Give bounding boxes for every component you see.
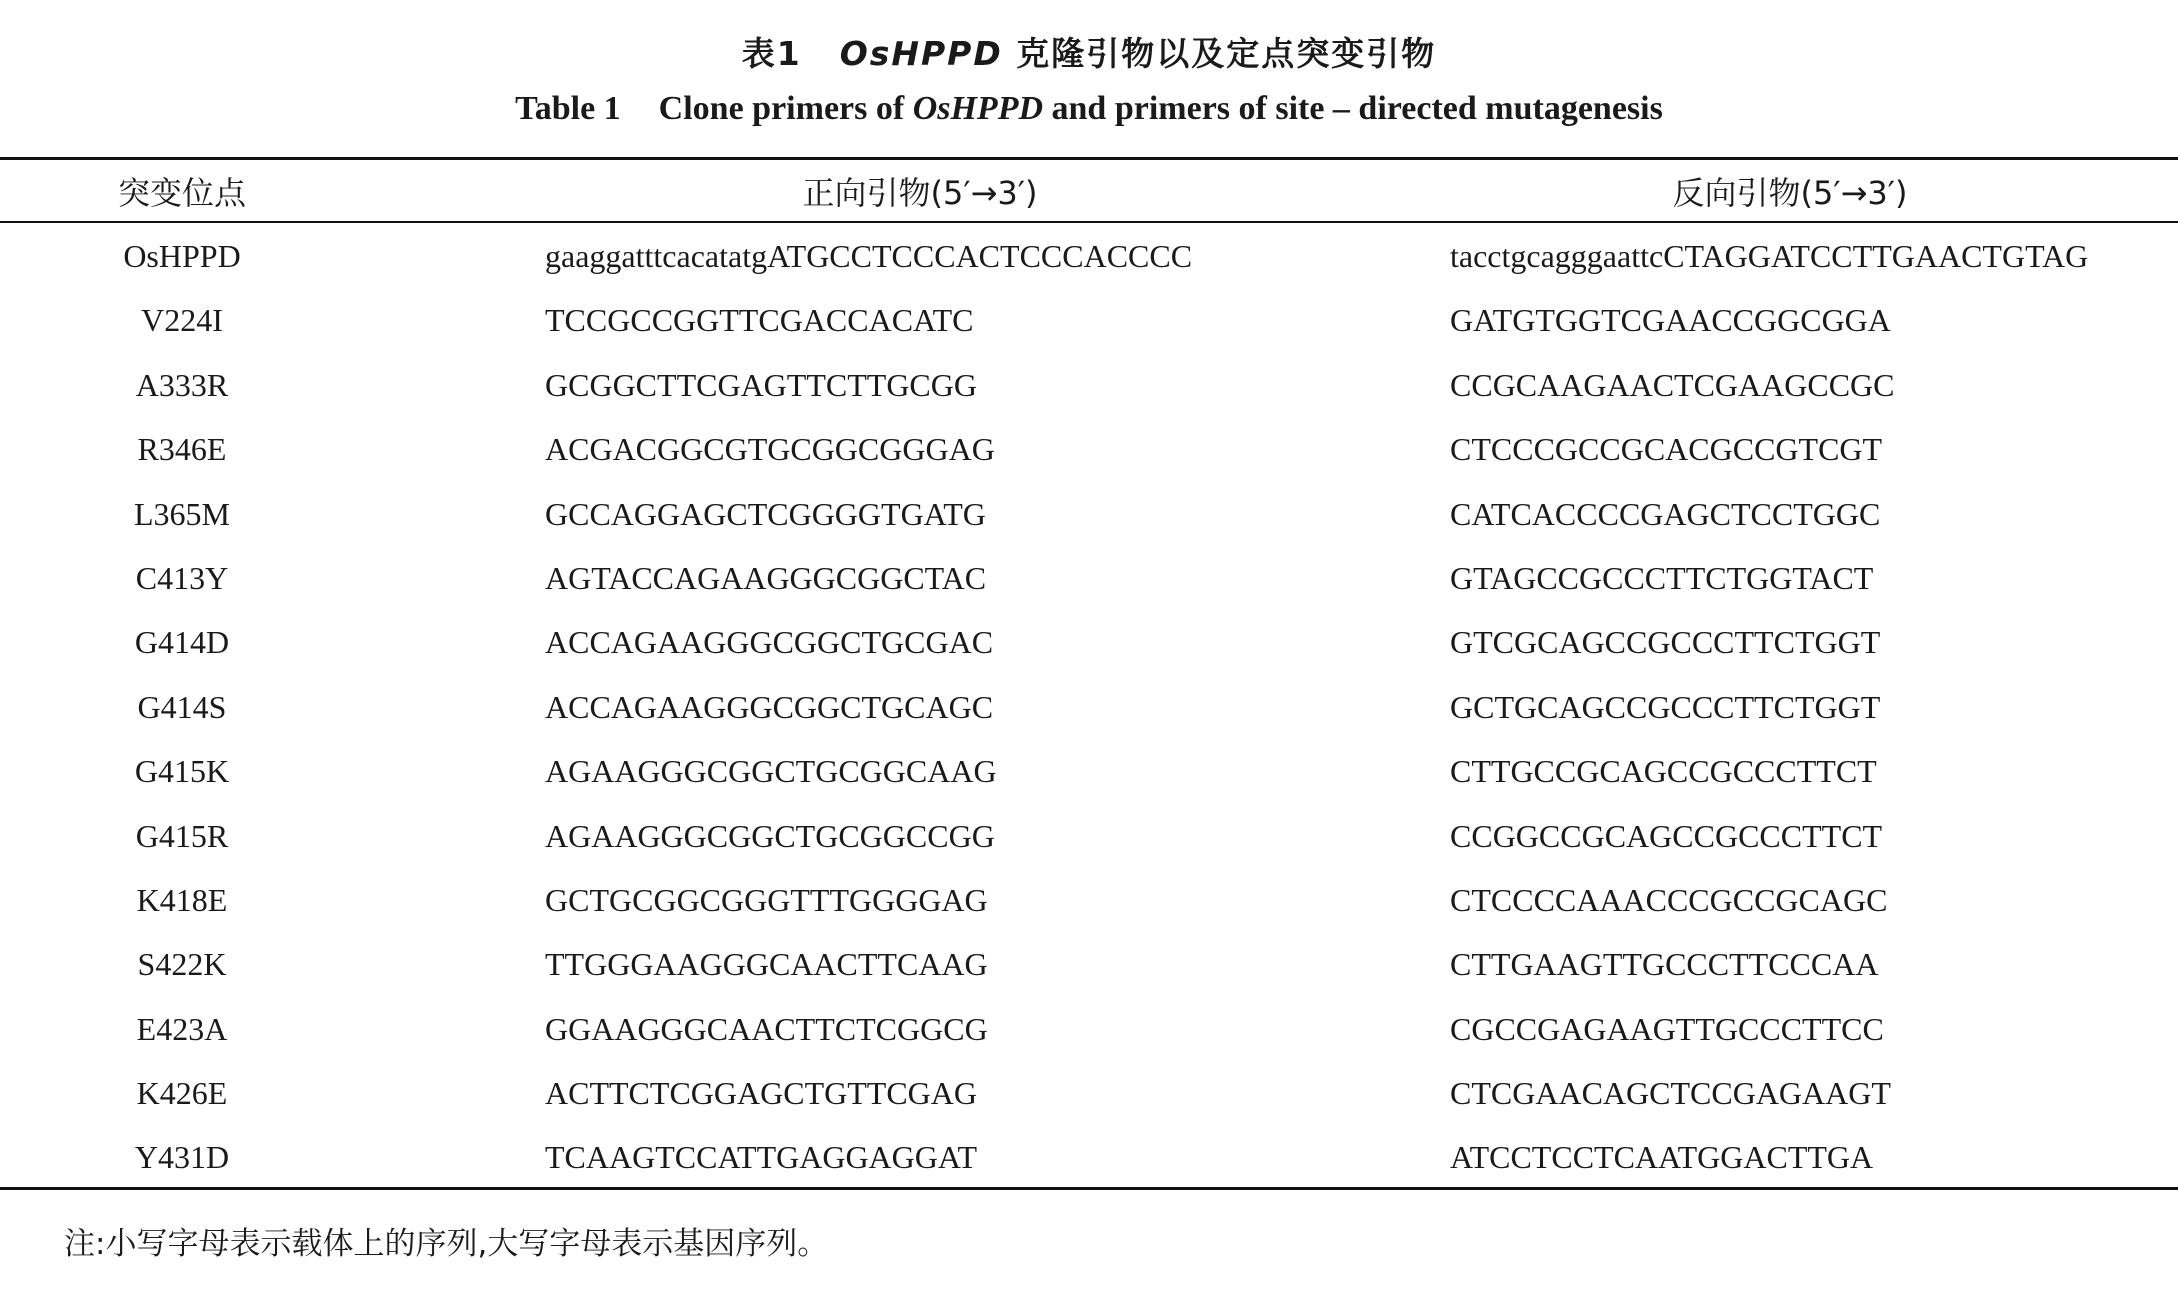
- caption-en-gene: OsHPPD: [912, 90, 1044, 127]
- forward-primer-cell: GGAAGGGCAACTTCTCGGCG: [545, 1010, 988, 1047]
- forward-primer-cell: TCCGCCGGTTCGACCACATC: [545, 302, 974, 339]
- reverse-primer-cell: CCGCAAGAACTCGAAGCCGC: [1450, 366, 1895, 403]
- caption-cn-suffix: 克隆引物以及定点突变引物: [1016, 34, 1437, 73]
- table-row: [0, 492, 2178, 556]
- caption-cn-gene: OsHPPD: [839, 34, 1003, 73]
- mutation-site-cell: R346E: [137, 431, 227, 468]
- mutation-site-cell: C413Y: [135, 559, 229, 596]
- table-row: [0, 620, 2178, 684]
- reverse-primer-cell: GTCGCAGCCGCCCTTCTGGT: [1450, 624, 1881, 661]
- mutation-site-cell: L365M: [134, 495, 230, 532]
- table-row: [0, 878, 2178, 942]
- forward-primer-cell: AGTACCAGAAGGGCGGCTAC: [545, 559, 987, 596]
- mutation-site-cell: OsHPPD: [123, 238, 241, 274]
- reverse-primer-cell: CGCCGAGAAGTTGCCCTTCC: [1450, 1010, 1884, 1047]
- table-row: [0, 749, 2178, 813]
- forward-primer-cell: TCAAGTCCATTGAGGAGGAT: [545, 1139, 977, 1176]
- reverse-primer-cell: CCGGCCGCAGCCGCCCTTCT: [1450, 817, 1883, 854]
- forward-primer-cell: AGAAGGGCGGCTGCGGCCGG: [545, 817, 995, 854]
- forward-primer-cell: ACGACGGCGTGCGGCGGGAG: [545, 431, 995, 468]
- mutation-site-cell: G414D: [134, 624, 230, 661]
- mutation-site-cell: S422K: [137, 946, 227, 983]
- mutation-site-cell: K418E: [136, 881, 228, 918]
- primer-table-body: [0, 234, 2178, 1200]
- reverse-primer-cell: CTCCCGCCGCACGCCGTCGT: [1450, 431, 1883, 468]
- table-row: [0, 234, 2178, 298]
- mutation-site-cell: A333R: [135, 366, 229, 403]
- table-bottom-rule: [0, 1187, 2178, 1190]
- table-caption-en: [0, 90, 2178, 128]
- reverse-primer-cell: CTCCCCAAACCCGCCGCAGC: [1450, 881, 1888, 918]
- table-row: [0, 1007, 2178, 1071]
- reverse-primer-cell: tacctgcagggaattcCTAGGATCCTTGAACTGTAG: [1450, 238, 2089, 274]
- header-reverse-primer: 反向引物(5′→3′): [1672, 174, 1908, 212]
- table-row: [0, 942, 2178, 1006]
- forward-primer-cell: gaaggatttcacatatgATGCCTCCCACTCCCACCCC: [545, 238, 1193, 274]
- caption-en-prefix: Table 1: [515, 90, 621, 127]
- forward-primer-cell: ACCAGAAGGGCGGCTGCAGC: [545, 688, 994, 725]
- reverse-primer-cell: GTAGCCGCCCTTCTGGTACT: [1450, 559, 1874, 596]
- mutation-site-cell: G415K: [134, 753, 230, 790]
- forward-primer-cell: ACTTCTCGGAGCTGTTCGAG: [545, 1075, 977, 1112]
- table-top-rule: [0, 157, 2178, 160]
- reverse-primer-cell: CTCGAACAGCTCCGAGAAGT: [1450, 1075, 1891, 1112]
- table-row: [0, 556, 2178, 620]
- reverse-primer-cell: GATGTGGTCGAACCGGCGGA: [1450, 302, 1891, 339]
- table-row: [0, 427, 2178, 491]
- mutation-site-cell: Y431D: [134, 1139, 230, 1176]
- header-forward-primer: 正向引物(5′→3′): [802, 174, 1038, 212]
- caption-en-mid: Clone primers of: [658, 90, 905, 127]
- table-row: [0, 298, 2178, 362]
- table-footnote: 注:小写字母表示载体上的序列,大写字母表示基因序列。: [64, 1226, 829, 1262]
- reverse-primer-cell: CTTGAAGTTGCCCTTCCCAA: [1450, 946, 1879, 983]
- mutation-site-cell: G414S: [137, 688, 227, 725]
- reverse-primer-cell: ATCCTCCTCAATGGACTTGA: [1450, 1139, 1874, 1176]
- mutation-site-cell: G415R: [135, 817, 229, 854]
- table-row: [0, 1135, 2178, 1199]
- table-row: [0, 1071, 2178, 1135]
- table-row: [0, 814, 2178, 878]
- reverse-primer-cell: CATCACCCCGAGCTCCTGGC: [1450, 495, 1881, 532]
- forward-primer-cell: GCCAGGAGCTCGGGGTGATG: [545, 495, 986, 532]
- mutation-site-cell: V224I: [141, 302, 223, 339]
- table-header-rule: [0, 221, 2178, 223]
- mutation-site-cell: K426E: [136, 1075, 228, 1112]
- forward-primer-cell: GCGGCTTCGAGTTCTTGCGG: [545, 366, 977, 403]
- forward-primer-cell: GCTGCGGCGGGTTTGGGGAG: [545, 881, 988, 918]
- reverse-primer-cell: GCTGCAGCCGCCCTTCTGGT: [1450, 688, 1881, 725]
- table-row: [0, 685, 2178, 749]
- caption-cn-prefix: 表1: [741, 34, 802, 73]
- table-row: [0, 363, 2178, 427]
- forward-primer-cell: ACCAGAAGGGCGGCTGCGAC: [545, 624, 994, 661]
- forward-primer-cell: AGAAGGGCGGCTGCGGCAAG: [545, 753, 997, 790]
- reverse-primer-cell: CTTGCCGCAGCCGCCCTTCT: [1450, 753, 1877, 790]
- mutation-site-cell: E423A: [136, 1010, 228, 1047]
- header-mutation-site: 突变位点: [117, 174, 246, 212]
- forward-primer-cell: TTGGGAAGGGCAACTTCAAG: [545, 946, 988, 983]
- table-caption-cn: [0, 28, 2178, 75]
- caption-en-suffix: and primers of site – directed mutagenesis: [1051, 90, 1663, 127]
